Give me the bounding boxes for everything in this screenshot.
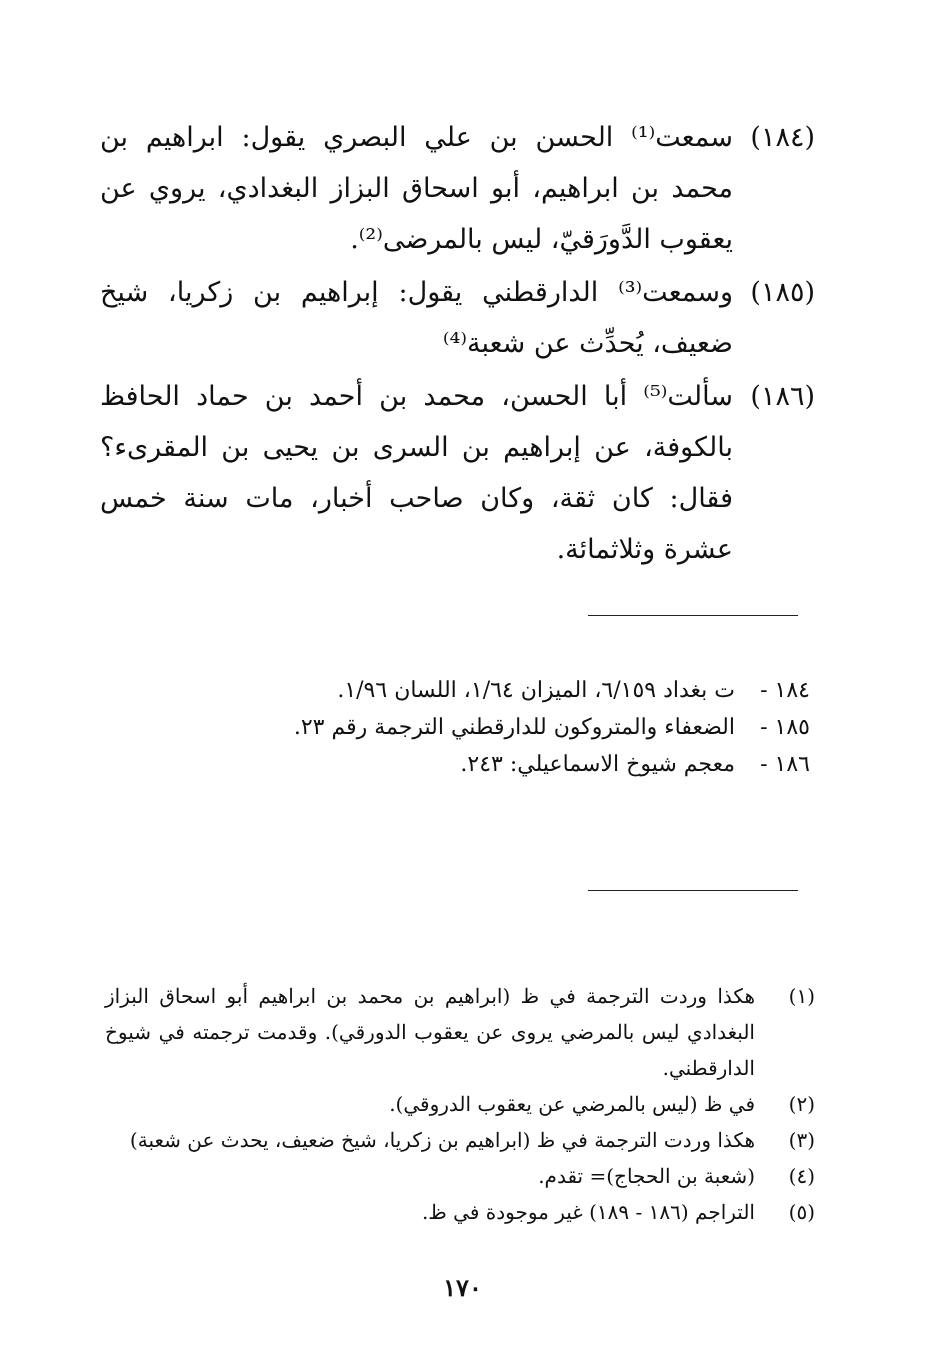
page-number: ١٧٠ (443, 1273, 482, 1302)
source-text: معجم شيوخ الاسماعيلي: ٢٤٣. (460, 752, 735, 777)
main-entries (100, 112, 815, 577)
source-item (240, 709, 810, 746)
entry-number: (١٨٦) (750, 381, 815, 412)
entry-text: سمعت⁽¹⁾ الحسن بن علي البصري يقول: ابراهيم بن محمد بن ابراهيم، أبو اسحاق البزاز البغدادي، يروي عن يعقوب الدَّورَقيّ، ليس بالمرضى⁽²⁾. (100, 122, 733, 255)
divider-rule (588, 890, 798, 891)
footnote-4 (105, 1158, 815, 1194)
footnote-text: (شعبة بن الحجاج)= تقدم. (538, 1164, 755, 1188)
entry-number: (١٨٥) (750, 277, 815, 308)
source-item (240, 746, 810, 783)
footnote-text: التراجم (١٨٦ - ١٨٩) غير موجودة في ظ. (421, 1200, 755, 1224)
footnote-number: (٣) (788, 1128, 815, 1152)
entry-186 (100, 371, 815, 575)
footnote-number: (١) (788, 984, 815, 1008)
source-number: ١٨٤ - (760, 678, 810, 703)
footnotes (105, 978, 815, 1230)
entry-text: سألت⁽⁵⁾ أبا الحسن، محمد بن أحمد بن حماد الحافظ بالكوفة، عن إبراهيم بن السرى بن يحيى بن المقرىء؟ فقال: كان ثقة، وكان صاحب أخبار، مات سنة خمس عشرة وثلاثمائة. (100, 381, 733, 565)
entry-text: وسمعت⁽³⁾ الدارقطني يقول: إبراهيم بن زكريا، شيخ ضعيف، يُحدِّث عن شعبة⁽⁴⁾ (100, 277, 733, 359)
source-item (240, 672, 810, 709)
footnote-number: (٢) (788, 1092, 815, 1116)
footnote-3 (105, 1122, 815, 1158)
divider-rule (588, 615, 798, 616)
footnote-text: في ظ (ليس بالمرضي عن يعقوب الدروقي). (389, 1092, 755, 1116)
footnote-text: هكذا وردت الترجمة في ظ (ابراهيم بن محمد بن ابراهيم أبو اسحاق البزاز البغدادي ليس بالمرضي يروى عن يعقوب الدورقي). وقدمت ترجمته في شيوخ الدارقطني. (105, 984, 755, 1080)
source-text: الضعفاء والمتروكون للدارقطني الترجمة رقم ٢٣. (293, 715, 735, 740)
entry-184 (100, 112, 815, 265)
source-references (240, 672, 810, 783)
source-text: ت بغداد ٦/١٥٩، الميزان ١/٦٤، اللسان ١/٩٦. (337, 678, 735, 703)
footnote-1 (105, 978, 815, 1086)
source-number: ١٨٥ - (760, 715, 810, 740)
entry-number: (١٨٤) (750, 122, 815, 153)
source-number: ١٨٦ - (760, 752, 810, 777)
footnote-number: (٤) (788, 1164, 815, 1188)
footnote-5 (105, 1194, 815, 1230)
footnote-2 (105, 1086, 815, 1122)
footnote-number: (٥) (788, 1200, 815, 1224)
entry-185 (100, 267, 815, 369)
footnote-text: هكذا وردت الترجمة في ظ (ابراهيم بن زكريا، شيخ ضعيف، يحدث عن شعبة) (129, 1128, 755, 1152)
